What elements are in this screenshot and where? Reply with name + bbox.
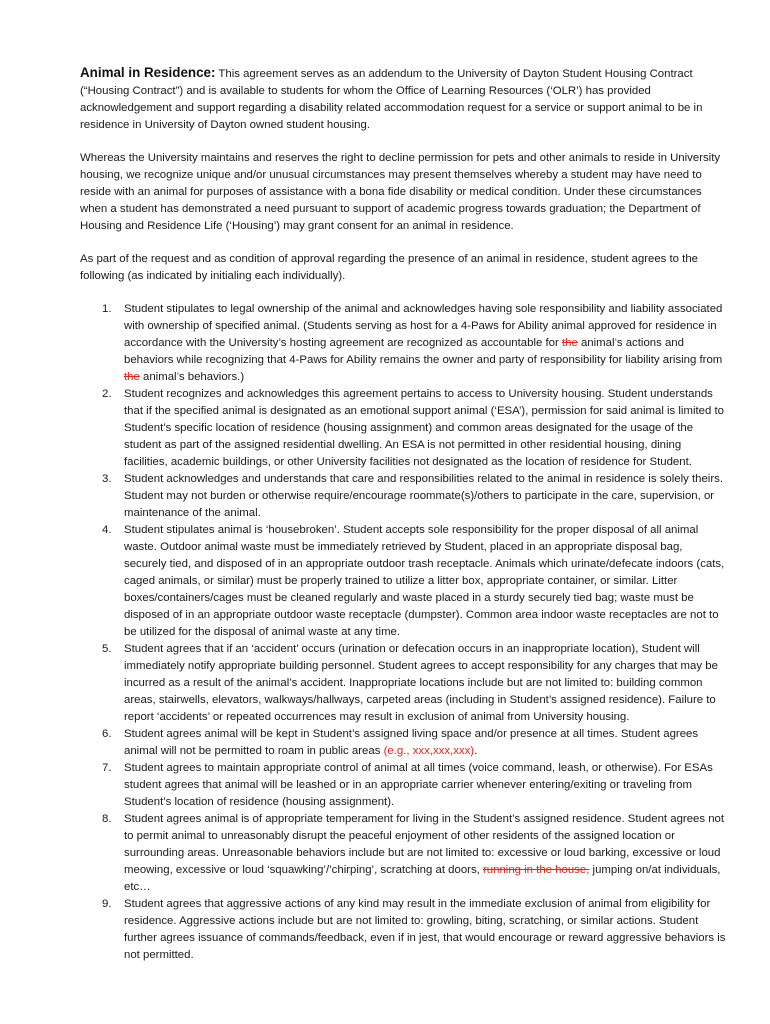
request-paragraph: As part of the request and as condition of approval regarding the presence of an animal in residence, student agrees to the following (as indicated by initialing each individually). <box>80 253 699 282</box>
tracked-change: the <box>561 337 578 349</box>
item-number: 2. <box>102 388 112 400</box>
item-text: jumping on/at individuals, etc… <box>124 864 721 893</box>
item-text: Student agrees that if an ‘accident’ occurs (urination or defecation occurs in an inappropriate location), Student will immediately notify appropriate building personnel. Student agrees to accept responsibility for any charges that may be incurred as a result of the animal’s accident. Inappropriate locations include but are not limited to: building common areas, stairwells, elevators, walkways/hallways, carpeted areas (including in Student’s assigned residence). Failure to report ‘accidents’ or repeated occurrences may result in exclusion of animal from University housing. <box>124 643 718 723</box>
list-item <box>80 811 726 896</box>
tracked-change: ’ <box>176 371 179 383</box>
item-text: Student agrees that aggressive actions of any kind may result in the immediate exclusion of animal from eligibility for residence. Aggressive actions include but are not limited to: growling, biting, scratching, or similar actions. Student further agrees issuance of commands/feedback, even if in jest, that would encourage or reward aggressive behaviors is not permitted. <box>124 898 726 961</box>
list-item <box>80 641 726 726</box>
list-item <box>80 522 726 641</box>
tracked-change: the <box>124 371 140 383</box>
whereas-paragraph: Whereas the University maintains and reserves the right to decline permission for pets and other animals to reside in University housing, we recognize unique and/or unusual circumstances may present themselves whereby a student may have need to reside with an animal for purposes of assistance with a bona fide disability or medical condition. Under these circumstances when a student has demonstrated a need pursuant to support of academic progress towards graduation; the Department of Housing and Residence Life (‘Housing’) may grant consent for an animal in residence. <box>80 152 721 232</box>
item-text: Student recognizes and acknowledges this agreement pertains to access to University housing. Student understands that if the specified animal is designated as an emotional support animal (‘ESA’), permission for said animal is limited to Student’s specific location of residence (housing assignment) and common areas designated for the usage of the student as part of the assigned residential dwelling. An ESA is not permitted in other residential housing, dining facilities, academic buildings, or other University facilities not designated as the location of residence for Student. <box>124 388 724 468</box>
item-text: Student agrees animal will be kept in Student’s assigned living space and/or presence at all times. Student agrees animal will not be permitted to roam in public areas <box>124 728 699 757</box>
agreement-list <box>80 301 726 964</box>
tracked-change: running in the house, <box>482 864 590 876</box>
item-number: 5. <box>102 643 112 655</box>
item-number: 7. <box>102 762 112 774</box>
tracked-change: ’ <box>614 337 617 349</box>
item-text: animal <box>577 337 615 349</box>
item-number: 8. <box>102 813 112 825</box>
list-item <box>80 301 726 386</box>
item-number: 4. <box>102 524 112 536</box>
list-item <box>80 726 726 760</box>
item-text: . <box>474 745 478 757</box>
item-text: s behaviors.) <box>178 371 245 383</box>
item-text: Student acknowledges and understands that care and responsibilities related to the animal in residence is solely theirs. Student may not burden or otherwise require/encourage roommate(s)/others to participate in the care, supervision, or maintenance of the animal. <box>124 473 723 519</box>
intro-paragraph <box>80 64 726 134</box>
section-heading: Animal in Residence: <box>80 65 216 80</box>
tracked-change: (e.g., xxx,xxx,xxx) <box>383 745 475 757</box>
intro-text: This agreement serves as an addendum to the University of Dayton Student Housing Contract (“Housing Contract”) and is available to students for whom the Office of Learning Resources (‘OLR’) has provided acknowledgement and support regarding a disability related accommodation request for a service or support animal to be in residence in University of Dayton owned student housing. <box>80 68 703 131</box>
list-item <box>80 471 726 522</box>
list-item <box>80 896 726 964</box>
item-number: 6. <box>102 728 112 740</box>
item-text: Student stipulates to legal ownership of the animal and acknowledges having sole responsibility and liability associated with ownership of specified animal. (Students serving as host for a 4-Paws for Ability animal approved for residence in accordance with the University’s hosting agreement are recognized as accountable for <box>124 303 723 349</box>
item-number: 3. <box>102 473 112 485</box>
list-item <box>80 760 726 811</box>
item-text: Student agrees animal is of appropriate temperament for living in the Student’s assigned residence. Student agrees not to permit animal to unreasonably disrupt the peaceful enjoyment of other residents of the assigned location or surrounding areas. Unreasonable behaviors include but are not limited to: excessive or loud barking, excessive or loud meowing, excessive or loud ‘squawking’/’chirping’, scratching at doors, <box>124 813 725 876</box>
list-item <box>80 386 726 471</box>
item-number: 9. <box>102 898 112 910</box>
item-number: 1. <box>102 303 112 315</box>
item-text: s actions and behaviors while recognizing that 4-Paws for Ability remains the owner and party of responsibility for liability arising from <box>124 337 723 366</box>
item-text: Student stipulates animal is ‘housebroken’. Student accepts sole responsibility for the proper disposal of all animal waste. Outdoor animal waste must be immediately retrieved by Student, placed in an appropriate disposal bag, securely tied, and disposed of in an appropriate outdoor trash receptacle. Animals which urinate/defecate indoors (cats, caged animals, or similar) must be properly trained to utilize a litter box, appropriate container, or similar. Litter boxes/containers/cages must be cleaned regularly and waste placed in a sturdy securely tied bag; waste must be disposed of in an appropriate outdoor waste receptacle (dumpster). Common area indoor waste receptacles are not to be utilized for the disposal of animal waste at any time. <box>124 524 725 638</box>
item-text: Student agrees to maintain appropriate control of animal at all times (voice command, leash, or otherwise). For ESAs student agrees that animal will be leashed or in an appropriate carrier whenever entering/exiting or traveling from Student’s location of residence (housing assignment). <box>124 762 713 808</box>
item-text: animal <box>139 371 177 383</box>
